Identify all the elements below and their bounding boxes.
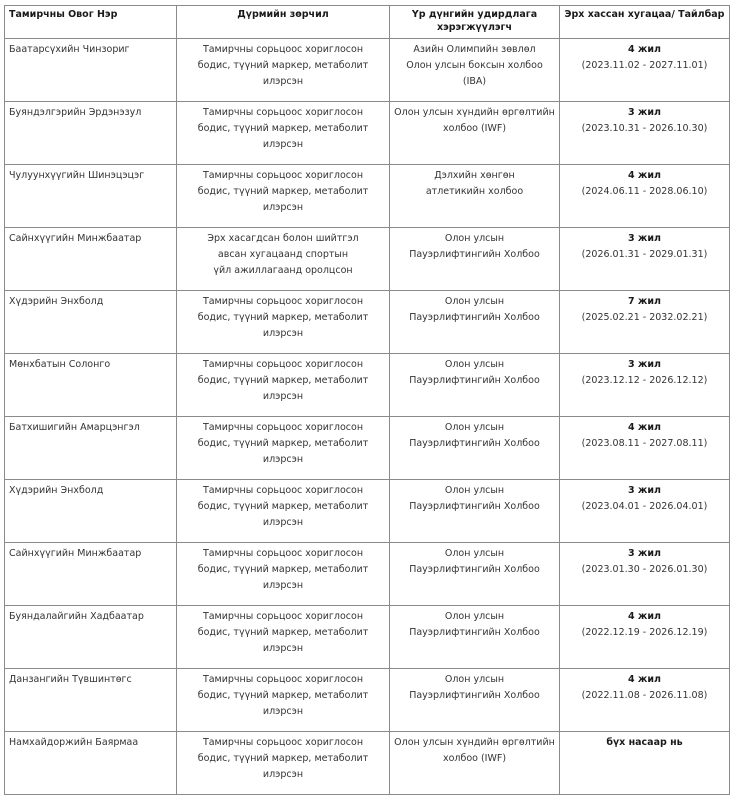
table-row	[5, 228, 730, 291]
organization-text: Азийн Олимпийн зөвлөл Олон улсын боксын холбоо (IBA)	[390, 39, 560, 102]
sanction-date-range: (2022.11.08 - 2026.11.08)	[581, 690, 708, 701]
sanction-period-cell	[560, 543, 730, 606]
organization-text: Олон улсын Пауэрлифтингийн Холбоо	[390, 417, 560, 480]
sanction-date-range: (2023.11.02 - 2027.11.01)	[581, 60, 708, 71]
sanction-duration: 3 жил	[628, 359, 661, 370]
sanction-period-cell	[560, 480, 730, 543]
sanction-duration: 4 жил	[628, 674, 661, 685]
sanction-date-range: (2023.12.12 - 2026.12.12)	[581, 375, 708, 386]
athlete-name: Сайнхүүгийн Минжбаатар	[5, 228, 177, 291]
table-row	[5, 354, 730, 417]
athlete-name: Чулуунхүүгийн Шинэцэцэг	[5, 165, 177, 228]
sanction-period-cell	[560, 354, 730, 417]
sanction-duration: 4 жил	[628, 422, 661, 433]
violation-text: Тамирчны сорьцоос хориглосон бодис, түүний маркер, метаболит илэрсэн	[177, 732, 390, 795]
table-row	[5, 39, 730, 102]
sanction-period-cell	[560, 228, 730, 291]
athlete-name: Баатарсүхийн Чинзориг	[5, 39, 177, 102]
sanction-duration: 4 жил	[628, 611, 661, 622]
organization-text: Олон улсын хүндийн өргөлтийн холбоо (IWF)	[390, 732, 560, 795]
sanction-duration: 3 жил	[628, 548, 661, 559]
sanction-period-cell	[560, 165, 730, 228]
table-row	[5, 732, 730, 795]
sanction-duration: 4 жил	[628, 170, 661, 181]
sanction-date-range: (2023.04.01 - 2026.04.01)	[581, 501, 708, 512]
sanction-period-cell	[560, 669, 730, 732]
sanction-date-range: (2023.10.31 - 2026.10.30)	[581, 123, 708, 134]
sanction-date-range: (2023.01.30 - 2026.01.30)	[581, 564, 708, 575]
sanction-duration: бүх насаар нь	[606, 737, 683, 748]
table-row	[5, 543, 730, 606]
violation-text: Эрх хасагдсан болон шийтгэл авсан хугацаанд спортын үйл ажиллагаанд оролцсон	[177, 228, 390, 291]
athlete-name: Батхишигийн Амарцэнгэл	[5, 417, 177, 480]
athlete-name: Намхайдоржийн Баярмаа	[5, 732, 177, 795]
table-row	[5, 606, 730, 669]
organization-text: Олон улсын Пауэрлифтингийн Холбоо	[390, 480, 560, 543]
organization-text: Олон улсын Пауэрлифтингийн Холбоо	[390, 606, 560, 669]
header-sanction-period: Эрх хассан хугацаа/ Тайлбар	[560, 6, 730, 39]
sanction-duration: 4 жил	[628, 44, 661, 55]
sanction-period-cell	[560, 102, 730, 165]
violation-text: Тамирчны сорьцоос хориглосон бодис, түүний маркер, метаболит илэрсэн	[177, 480, 390, 543]
athlete-name: Буяндалайгийн Хадбаатар	[5, 606, 177, 669]
sanction-duration: 3 жил	[628, 107, 661, 118]
organization-text: Олон улсын Пауэрлифтингийн Холбоо	[390, 228, 560, 291]
table-row	[5, 291, 730, 354]
sanction-date-range: (2025.02.21 - 2032.02.21)	[581, 312, 708, 323]
sanction-period-cell	[560, 291, 730, 354]
sanction-date-range: (2024.06.11 - 2028.06.10)	[581, 186, 708, 197]
athlete-name: Буяндэлгэрийн Эрдэнэзул	[5, 102, 177, 165]
table-row	[5, 417, 730, 480]
sanction-period-cell	[560, 39, 730, 102]
violation-text: Тамирчны сорьцоос хориглосон бодис, түүний маркер, метаболит илэрсэн	[177, 39, 390, 102]
table-body	[5, 39, 730, 795]
sanction-period-cell	[560, 606, 730, 669]
sanction-duration: 3 жил	[628, 485, 661, 496]
athlete-name: Данзангийн Түвшинтөгс	[5, 669, 177, 732]
violation-text: Тамирчны сорьцоос хориглосон бодис, түүний маркер, метаболит илэрсэн	[177, 354, 390, 417]
sanctions-table	[4, 5, 730, 795]
organization-text: Олон улсын Пауэрлифтингийн Холбоо	[390, 543, 560, 606]
athlete-name: Хүдэрийн Энхболд	[5, 291, 177, 354]
athlete-name: Сайнхүүгийн Минжбаатар	[5, 543, 177, 606]
table-row	[5, 165, 730, 228]
violation-text: Тамирчны сорьцоос хориглосон бодис, түүний маркер, метаболит илэрсэн	[177, 291, 390, 354]
violation-text: Тамирчны сорьцоос хориглосон бодис, түүний маркер, метаболит илэрсэн	[177, 606, 390, 669]
table-header-row	[5, 6, 730, 39]
organization-text: Олон улсын Пауэрлифтингийн Холбоо	[390, 669, 560, 732]
table-row	[5, 480, 730, 543]
sanction-period-cell	[560, 417, 730, 480]
sanction-duration: 3 жил	[628, 233, 661, 244]
violation-text: Тамирчны сорьцоос хориглосон бодис, түүний маркер, метаболит илэрсэн	[177, 417, 390, 480]
header-organization: Үр дүнгийн удирдлага хэрэгжүүлэгч	[390, 6, 560, 39]
header-athlete-name: Тамирчны Овог Нэр	[5, 6, 177, 39]
table-row	[5, 669, 730, 732]
violation-text: Тамирчны сорьцоос хориглосон бодис, түүний маркер, метаболит илэрсэн	[177, 102, 390, 165]
organization-text: Олон улсын Пауэрлифтингийн Холбоо	[390, 354, 560, 417]
organization-text: Дэлхийн хөнгөн атлетикийн холбоо	[390, 165, 560, 228]
athlete-name: Хүдэрийн Энхболд	[5, 480, 177, 543]
sanction-date-range: (2022.12.19 - 2026.12.19)	[581, 627, 708, 638]
sanction-duration: 7 жил	[628, 296, 661, 307]
header-violation: Дүрмийн зөрчил	[177, 6, 390, 39]
violation-text: Тамирчны сорьцоос хориглосон бодис, түүний маркер, метаболит илэрсэн	[177, 669, 390, 732]
organization-text: Олон улсын Пауэрлифтингийн Холбоо	[390, 291, 560, 354]
violation-text: Тамирчны сорьцоос хориглосон бодис, түүний маркер, метаболит илэрсэн	[177, 543, 390, 606]
sanction-date-range: (2026.01.31 - 2029.01.31)	[581, 249, 708, 260]
table-row	[5, 102, 730, 165]
violation-text: Тамирчны сорьцоос хориглосон бодис, түүний маркер, метаболит илэрсэн	[177, 165, 390, 228]
organization-text: Олон улсын хүндийн өргөлтийн холбоо (IWF)	[390, 102, 560, 165]
sanction-date-range: (2023.08.11 - 2027.08.11)	[581, 438, 708, 449]
sanction-period-cell	[560, 732, 730, 795]
athlete-name: Мөнхбатын Солонго	[5, 354, 177, 417]
